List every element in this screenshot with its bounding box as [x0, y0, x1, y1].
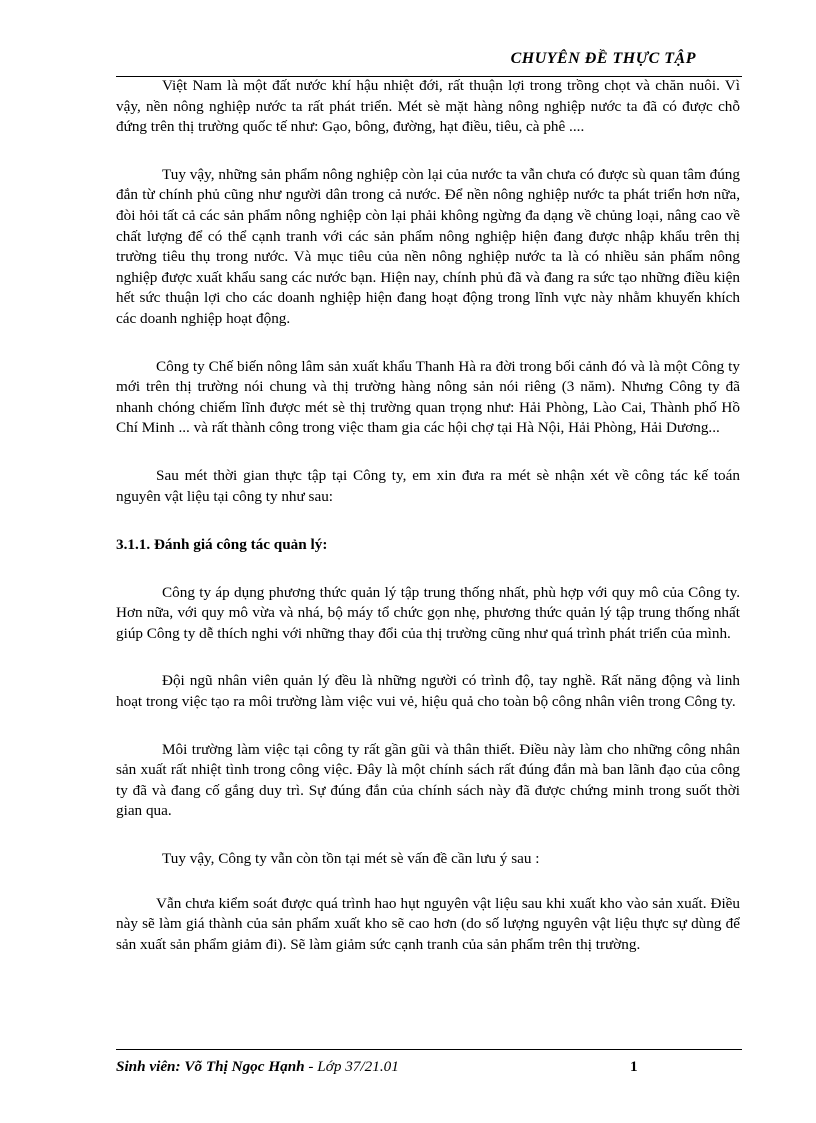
paragraph-2: Tuy vậy, những sản phẩm nông nghiệp còn lại của nước ta vẫn chưa có được sù quan tâm đúng đắn từ chính phủ cũng như người dân trong cả nước. Để nền nông nghiệp nước ta phát triển hơn nữa, đòi hỏi tất cả các sản phẩm nông nghiệp còn lại phải không ngừng đa dạng về chủng loại, nâng cao về chất lượng để có thể cạnh tranh với các sản phẩm nông nghiệp hiện đang được nhập khẩu trên thị trường tiêu thụ trong nước. Và mục tiêu của nền nông nghiệp nước ta là có nhiều sản phẩm nông nghiệp được xuất khẩu sang các nước bạn. Hiện nay, chính phủ đã và đang ra sức tạo những điều kiện hết sức thuận lợi cho các doanh nghiệp hiện đang hoạt động trong lĩnh vực này nhằm khuyến khích các doanh nghiệp hoạt động.: [116, 165, 740, 327]
document-body: [116, 76, 740, 955]
page-number: 1: [630, 1058, 638, 1075]
student-class: - Lớp 37/21.01: [304, 1058, 399, 1075]
footer-student-info: [116, 1058, 399, 1076]
document-title: CHUYÊN ĐỀ THỰC TẬP: [510, 50, 696, 67]
page-footer: [116, 1049, 742, 1075]
paragraph-1: Việt Nam là một đất nước khí hậu nhiệt đới, rất thuận lợi trong trồng chọt và chăn nuôi. Vì vậy, nền nông nghiệp nước ta rất phát triển. Mét sè mặt hàng nông nghiệp nước ta đã có được chỗ đứng trên thị trường quốc tế như: Gạo, bông, đường, hạt điều, tiêu, cà phê ....: [116, 77, 740, 136]
paragraph-4: Sau mét thời gian thực tập tại Công ty, em xin đưa ra mét sè nhận xét về công tác kế toán nguyên vật liệu tại công ty như sau:: [116, 466, 740, 505]
page-header: [116, 46, 742, 77]
student-name: Sinh viên: Võ Thị Ngọc Hạnh: [116, 1058, 305, 1075]
paragraph-7: Môi trường làm việc tại công ty rất gần gũi và thân thiết. Điều này làm cho những công nhân sản xuất rất nhiệt tình trong công việc. Đây là một chính sách rất đúng đắn mà ban lãnh đạo của công ty đã và đang cố gắng duy trì. Sự đúng đắn của chính sách này đã được chứng minh trong suốt thời gian qua.: [116, 740, 740, 820]
paragraph-9: Vẫn chưa kiểm soát được quá trình hao hụt nguyên vật liệu sau khi xuất kho vào sản xuất. Điều này sẽ làm giá thành của sản phẩm xuất kho sẽ cao hơn (do số lượng nguyên vật liệu thực sự dùng để sản xuất sản phẩm giảm đi). Sẽ làm giảm sức cạnh tranh của sản phẩm trên thị trường.: [116, 894, 740, 953]
paragraph-3: Công ty Chế biến nông lâm sản xuất khẩu Thanh Hà ra đời trong bối cảnh đó và là một Công ty mới trên thị trường nói chung và thị trường hàng nông sản nói riêng (3 năm). Nhưng Công ty đã nhanh chóng chiếm lĩnh được mét sè thị trường quan trọng như: Hải Phòng, Lào Cai, Thành phố Hồ Chí Minh ... và rất thành công trong việc tham gia các hội chợ tại Hà Nội, Hải Phòng, Hải Dương...: [116, 357, 740, 437]
paragraph-5: Công ty áp dụng phương thức quản lý tập trung thống nhất, phù hợp với quy mô của Công ty. Hơn nữa, với quy mô vừa và nhá, bộ máy tổ chức gọn nhẹ, phương thức quản lý tập trung thống nhất giúp Công ty dễ thích nghi với những thay đổi của thị trường cũng như quá trình phát triển của mình.: [116, 583, 740, 642]
section-heading: 3.1.1. Đánh giá công tác quản lý:: [116, 536, 328, 554]
paragraph-8: Tuy vậy, Công ty vẫn còn tồn tại mét sè vấn đề cần lưu ý sau :: [162, 850, 540, 868]
paragraph-6: Đội ngũ nhân viên quản lý đều là những người có trình độ, tay nghề. Rất năng động và linh hoạt trong việc tạo ra môi trường làm việc vui vẻ, hiệu quả cho toàn bộ công nhân viên trong Công ty.: [116, 672, 740, 711]
